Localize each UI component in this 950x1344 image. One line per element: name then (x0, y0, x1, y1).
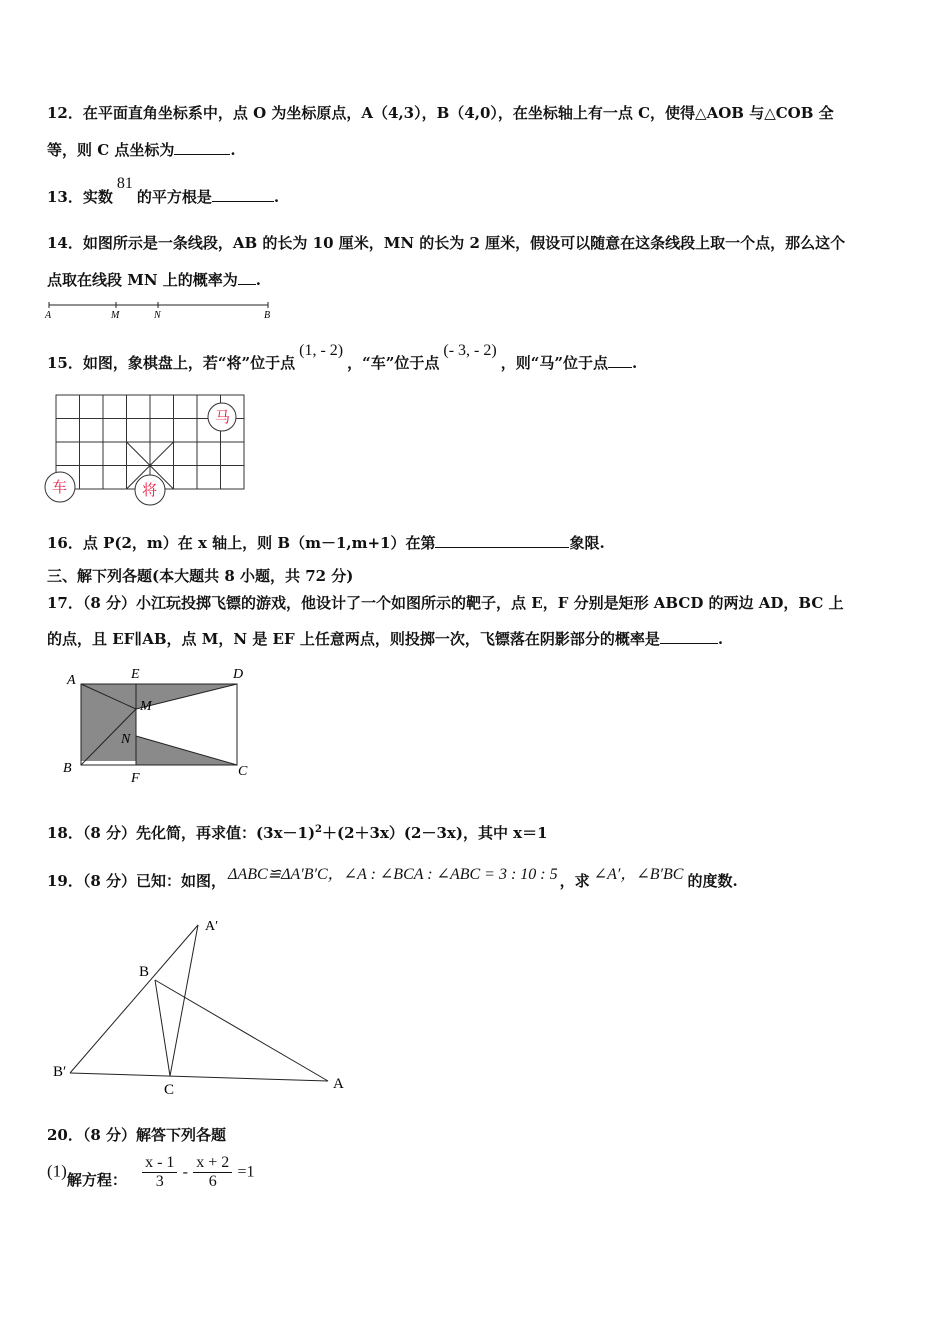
q19-math-given: ΔABC≌ΔA′B′C，∠A : ∠BCA : ∠ABC = 3 : 10 : 5 (228, 866, 558, 883)
q14-label-m: M (111, 310, 120, 321)
q17-line1: 17．（8 分）小江玩投掷飞镖的游戏，他设计了一个如图所示的靶子，点 E，F 分别是矩形 ABCD 的两边 AD，BC 上 (47, 594, 844, 612)
q19-part3: 的度数. (687, 872, 738, 890)
q13-suffix: 的平方根是 (136, 188, 212, 206)
q17-answer-blank (660, 629, 718, 644)
q18-exponent: 2 (315, 824, 323, 835)
q20-fraction-1 (142, 1154, 177, 1191)
q15-coord-che: (- 3, - 2) (443, 342, 497, 359)
q16-part2: 象限. (569, 534, 605, 552)
q20-part1 (47, 1154, 255, 1191)
q20-rhs: =1 (237, 1163, 255, 1181)
q19-part2: ，求 (559, 872, 590, 890)
q15-line (47, 342, 638, 373)
q13-line (47, 175, 280, 207)
q17-label-a: A (67, 673, 76, 688)
q12-end: . (230, 141, 236, 159)
q16-line (47, 532, 605, 553)
q19-label-a: A (333, 1076, 344, 1092)
q13-answer-blank (212, 187, 274, 202)
q20-fraction-1-numerator: x - 1 (142, 1154, 177, 1173)
q20-fraction-2 (193, 1154, 232, 1191)
q15-chessboard (40, 390, 260, 510)
q14-line1: 14．如图所示是一条线段，AB 的长为 10 厘米，MN 的长为 2 厘米，假设可以随意在这条线段上取一个点，那么这个 (47, 234, 846, 252)
q14-label-b: B (264, 310, 271, 321)
q13-prefix: 13．实数 (47, 188, 113, 206)
q19-label-b: B (139, 964, 150, 980)
q12-line2 (47, 139, 236, 160)
q19-label-c: C (164, 1082, 175, 1098)
q15-part2: ，“车”位于点 (347, 354, 440, 372)
q16-part1: 16．点 P(2，m）在 x 轴上，则 B（m－1,m+1）在第 (47, 534, 436, 552)
q14-line2-text: 点取在线段 MN 上的概率为 (47, 271, 238, 289)
q17-target-figure (55, 664, 265, 789)
q17-line2-text: 的点，且 EF∥AB，点 M，N 是 EF 上任意两点，则投掷一次，飞镖落在阴影部分的概率是 (47, 630, 660, 648)
q15-piece-ma-label: 马 (215, 410, 231, 426)
q15-piece-che-label: 车 (52, 480, 68, 496)
q20-minus: - (182, 1163, 188, 1181)
q15-piece-jiang-label: 将 (142, 483, 158, 499)
q16-answer-blank (435, 533, 569, 548)
section-3-heading: 三、解下列各题(本大题共 8 小题，共 72 分) (47, 567, 354, 585)
q18-line (47, 822, 548, 843)
q17-label-e: E (131, 667, 140, 682)
q17-label-c: C (238, 764, 248, 779)
q12-answer-blank (174, 140, 230, 155)
q17-end: . (717, 630, 724, 648)
q15-part1: 15．如图，象棋盘上，若“将”位于点 (47, 354, 296, 372)
q20-part-number: (1) (47, 1161, 67, 1181)
q17-label-b: B (63, 761, 72, 776)
q20-title: 20．（8 分）解答下列各题 (47, 1126, 227, 1144)
q18-part1: 18．（8 分）先化简，再求值：(3x－1) (47, 824, 316, 842)
q15-part3: ，则“马”位于点 (500, 354, 608, 372)
q14-label-n: N (154, 310, 161, 321)
q17-label-n: N (121, 732, 131, 747)
q19-math-ask: ∠A′，∠B′BC (593, 866, 684, 883)
q14-segment-figure (40, 295, 280, 325)
q13-end: . (273, 188, 280, 206)
q14-line2 (47, 269, 261, 290)
q15-answer-blank (608, 353, 632, 368)
q15-coord-jiang: (1, - 2) (299, 342, 344, 359)
q14-label-a: A (45, 310, 52, 321)
q17-label-f: F (131, 771, 140, 786)
q12-line1: 12．在平面直角坐标系中，点 O 为坐标原点，A（4,3），B（4,0），在坐标轴上有一点 C，使得△AOB 与△COB 全 (47, 104, 834, 122)
q20-fraction-2-numerator: x + 2 (193, 1154, 232, 1173)
q15-end: . (631, 354, 638, 372)
q18-part2: ＋(2＋3x）(2－3x)，其中 x＝1 (322, 824, 548, 842)
q12-line2-text: 等，则 C 点坐标为 (47, 141, 175, 159)
q19-line (47, 868, 738, 891)
q17-label-d: D (233, 667, 244, 682)
q19-triangle-figure (50, 910, 360, 1100)
q17-label-m: M (140, 699, 152, 714)
q14-end: . (255, 271, 261, 289)
q13-number: 81 (116, 175, 133, 192)
q14-answer-blank (238, 270, 256, 285)
q19-label-b-prime: B′ (53, 1064, 67, 1080)
q20-fraction-1-denominator: 3 (155, 1173, 164, 1190)
q19-part1: 19．（8 分）已知：如图， (47, 872, 227, 890)
q17-line2 (47, 628, 723, 649)
q20-solve-label: 解方程： (66, 1170, 127, 1189)
q20-fraction-2-denominator: 6 (208, 1173, 217, 1190)
q19-label-a-prime: A′ (205, 919, 219, 934)
